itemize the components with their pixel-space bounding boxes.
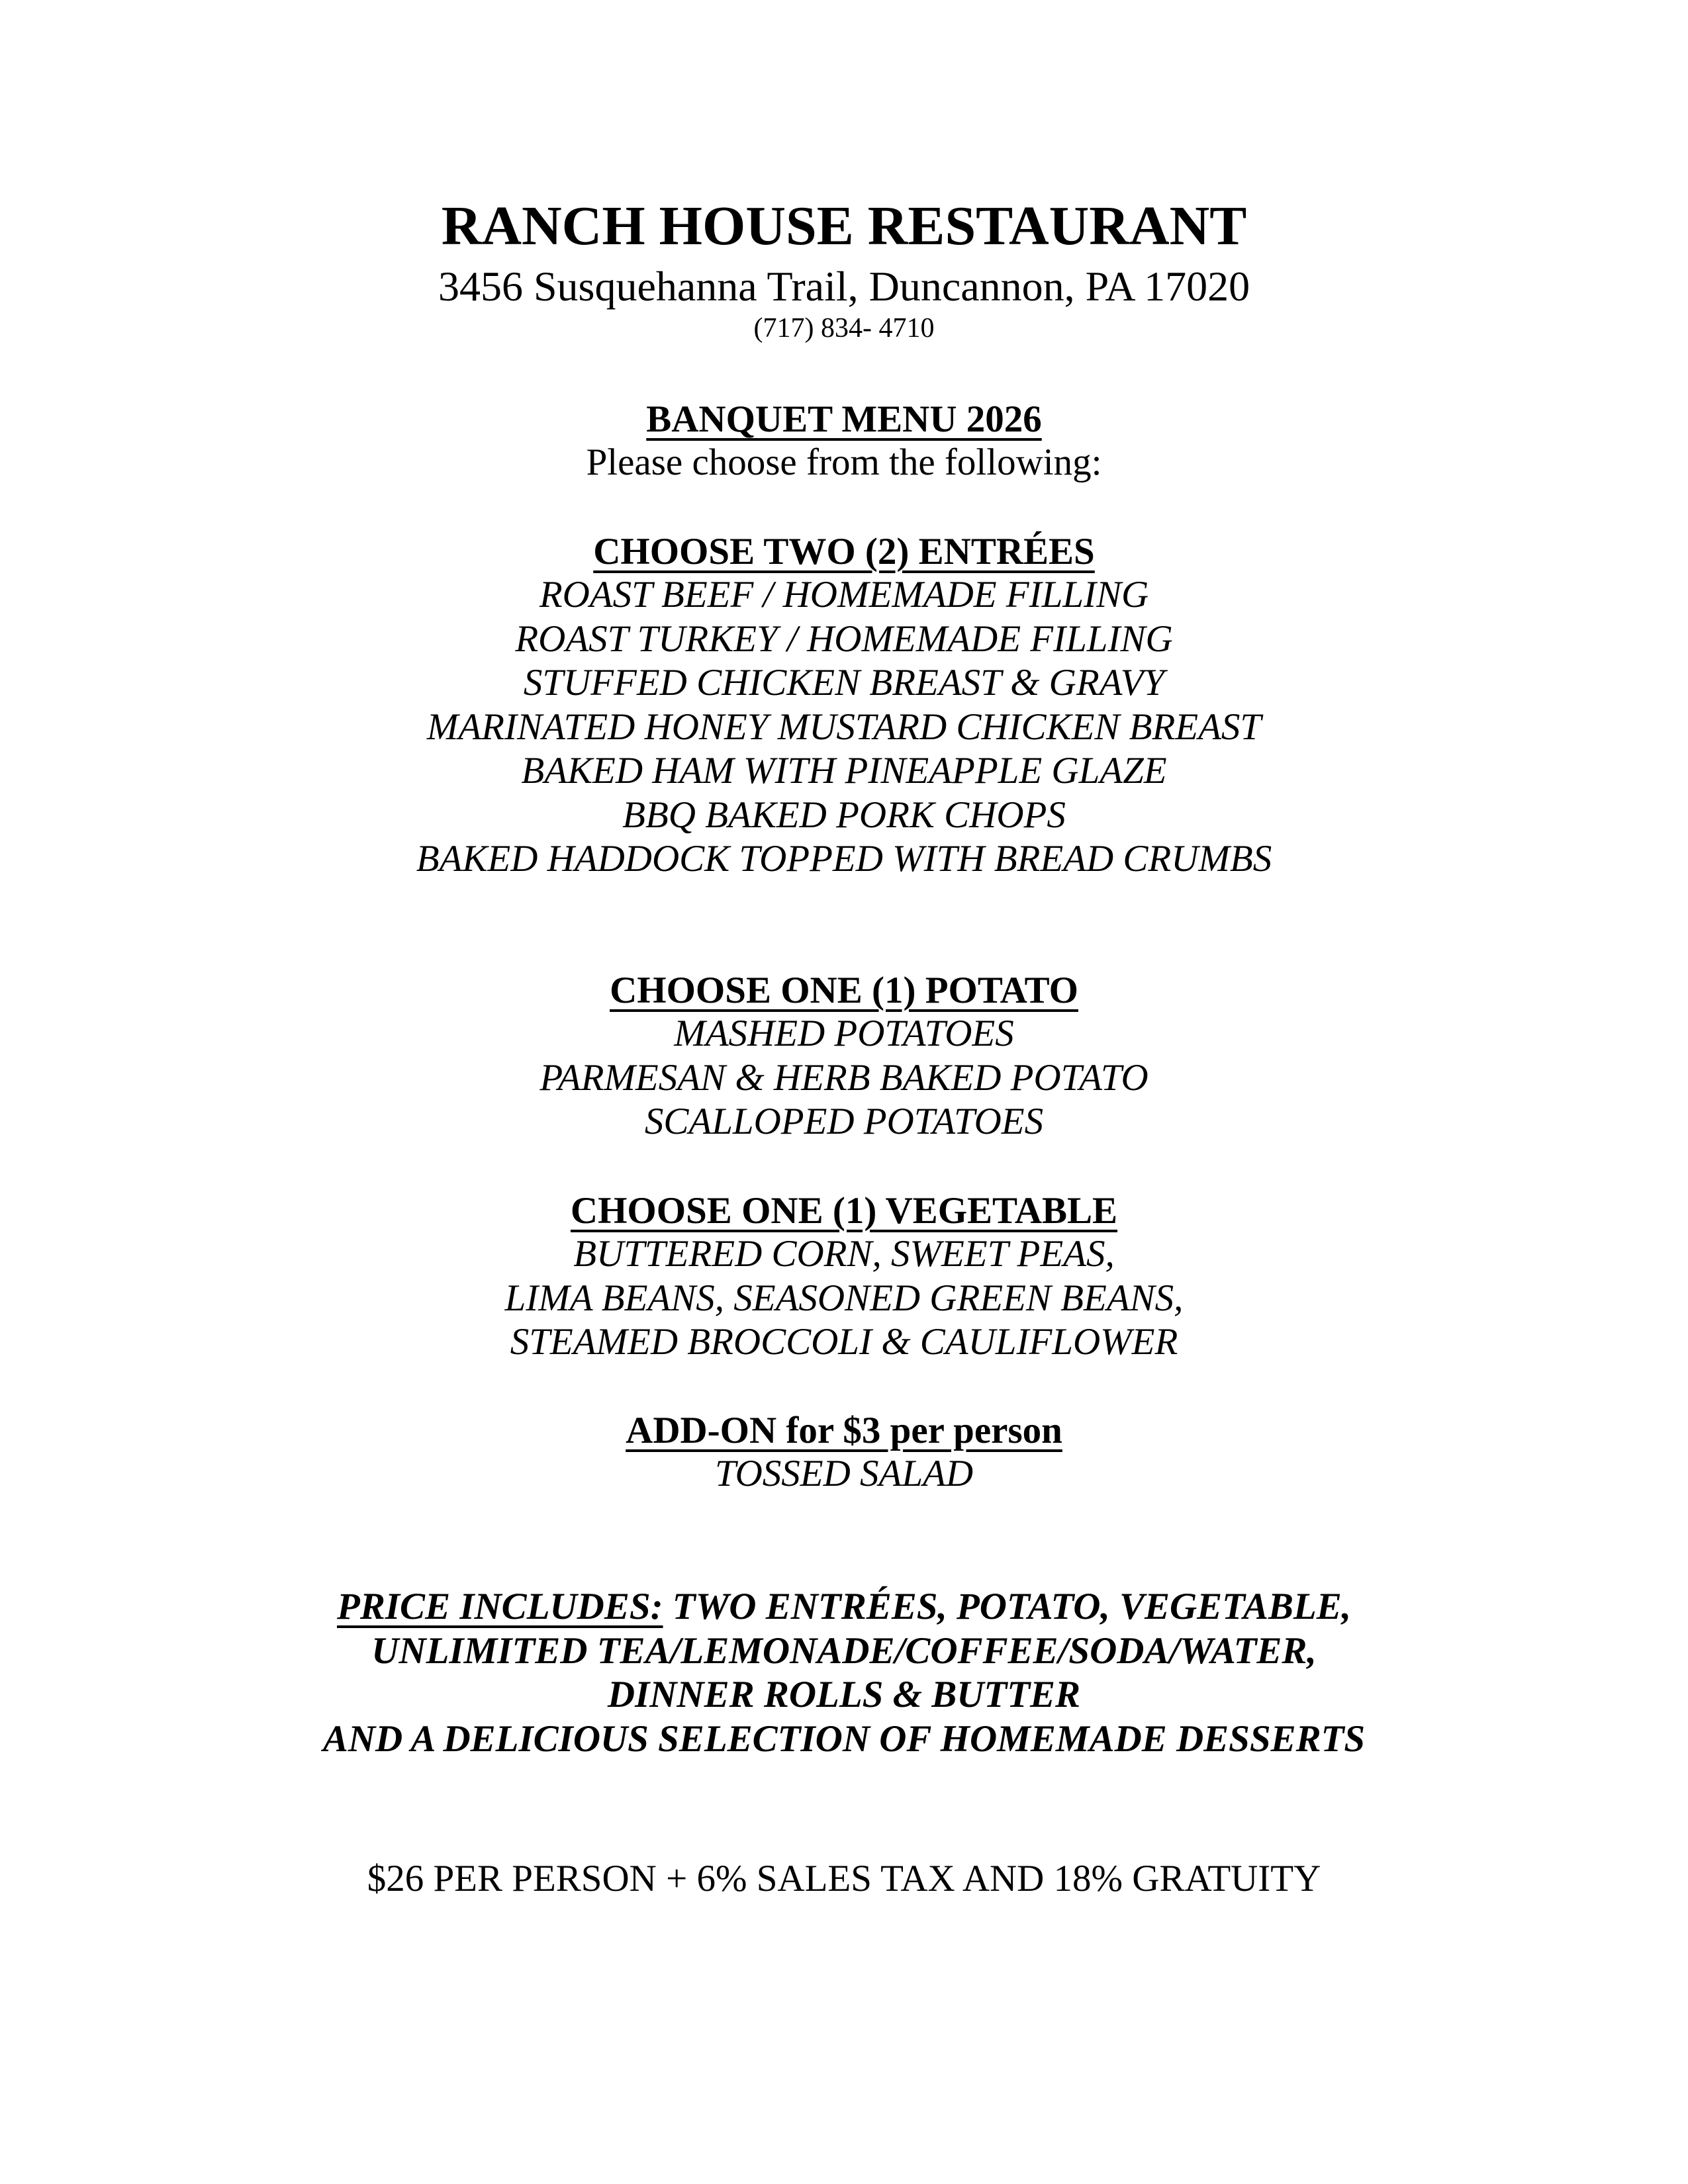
menu-intro: Please choose from the following: bbox=[586, 441, 1102, 483]
vegetables-heading: CHOOSE ONE (1) VEGETABLE bbox=[570, 1190, 1118, 1232]
entree-item: BBQ BAKED PORK CHOPS bbox=[622, 794, 1066, 836]
restaurant-address: 3456 Susquehanna Trail, Duncannon, PA 17020 bbox=[438, 263, 1250, 310]
potatoes-heading-wrap bbox=[0, 968, 1688, 1013]
vegetables-heading-wrap bbox=[0, 1189, 1688, 1234]
entree-item: ROAST BEEF / HOMEMADE FILLING bbox=[539, 574, 1149, 615]
entrees-heading: CHOOSE TWO (2) ENTRÉES bbox=[593, 531, 1095, 572]
addon-list bbox=[0, 1452, 1688, 1496]
entrees-heading-wrap bbox=[0, 529, 1688, 574]
includes-line bbox=[0, 1585, 1688, 1629]
price-includes bbox=[0, 1585, 1688, 1761]
restaurant-phone: (717) 834- 4710 bbox=[753, 313, 935, 343]
vegetable-line: BUTTERED CORN, SWEET PEAS, bbox=[573, 1233, 1115, 1275]
includes-first-line: TWO ENTRÉES, POTATO, VEGETABLE, bbox=[663, 1586, 1351, 1627]
potatoes-list bbox=[0, 1012, 1688, 1144]
vegetable-line: STEAMED BROCCOLI & CAULIFLOWER bbox=[510, 1321, 1178, 1363]
potato-item: MASHED POTATOES bbox=[674, 1013, 1014, 1054]
entrees-list bbox=[0, 573, 1688, 882]
addon-heading-wrap bbox=[0, 1408, 1688, 1453]
entree-item: MARINATED HONEY MUSTARD CHICKEN BREAST bbox=[426, 705, 1262, 748]
addon-heading: ADD-ON for $3 per person bbox=[626, 1410, 1062, 1451]
potato-item: PARMESAN & HERB BAKED POTATO bbox=[539, 1056, 1149, 1099]
entree-item: BAKED HAM WITH PINEAPPLE GLAZE bbox=[521, 750, 1167, 792]
menu-title-wrap bbox=[0, 397, 1688, 442]
potatoes-heading: CHOOSE ONE (1) POTATO bbox=[610, 970, 1078, 1011]
includes-line: DINNER ROLLS & BUTTER bbox=[607, 1674, 1081, 1715]
includes-line: AND A DELICIOUS SELECTION OF HOMEMADE DESSERTS bbox=[322, 1717, 1366, 1760]
addon-item: TOSSED SALAD bbox=[714, 1453, 974, 1494]
potato-item: SCALLOPED POTATOES bbox=[644, 1101, 1044, 1142]
entree-item: BAKED HADDOCK TOPPED WITH BREAD CRUMBS bbox=[416, 838, 1272, 880]
entree-item: ROAST TURKEY / HOMEMADE FILLING bbox=[515, 617, 1173, 660]
menu-title: BANQUET MENU 2026 bbox=[646, 398, 1042, 440]
includes-label: PRICE INCLUDES: bbox=[337, 1586, 663, 1627]
entree-item: STUFFED CHICKEN BREAST & GRAVY bbox=[523, 662, 1165, 704]
restaurant-name: RANCH HOUSE RESTAURANT bbox=[441, 195, 1247, 257]
pricing-text: $26 PER PERSON + 6% SALES TAX AND 18% GRATUITY bbox=[367, 1858, 1321, 1899]
vegetable-line: LIMA BEANS, SEASONED GREEN BEANS, bbox=[504, 1277, 1184, 1319]
vegetables-list bbox=[0, 1232, 1688, 1365]
includes-line: UNLIMITED TEA/LEMONADE/COFFEE/SODA/WATER, bbox=[371, 1629, 1317, 1672]
